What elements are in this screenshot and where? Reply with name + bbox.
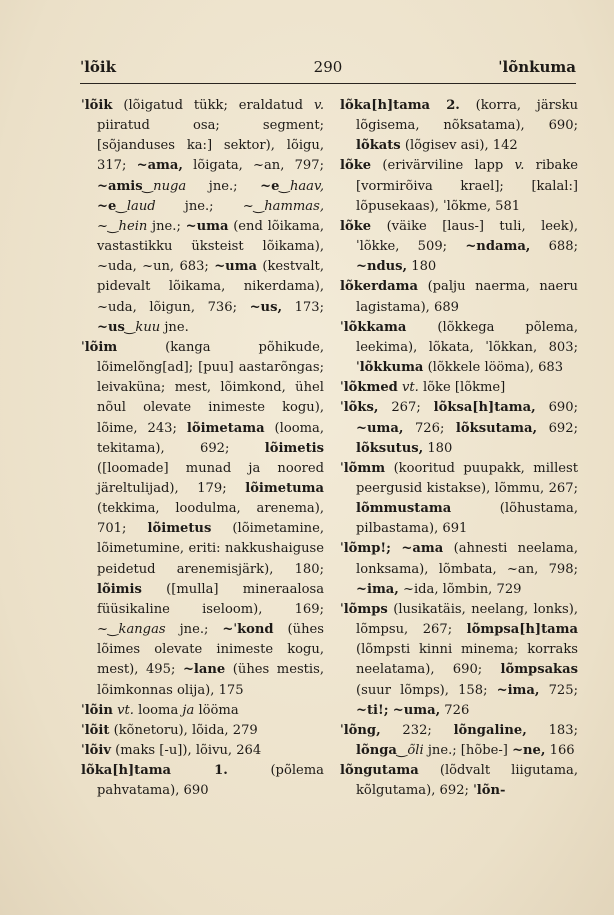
entry-text: (lõmpsti kinni minema; korraks neelatama), 690; (356, 642, 578, 678)
entry-text: 232; (380, 722, 454, 738)
entry-text: 725; (539, 682, 578, 698)
entry-text: lõksutus, (356, 440, 424, 456)
dictionary-entry (340, 277, 578, 317)
entry-text: jne.; ~ (155, 198, 254, 214)
entry-text: ~e (97, 198, 117, 214)
entry-headword: ˈlõmm (340, 460, 386, 476)
entry-text: ‿hammas, (253, 198, 324, 214)
entry-text: 690; (535, 400, 578, 416)
entry-text: (lõkkega põlema, leekima), lõkata, ˈlõkkan, 803; (356, 319, 578, 355)
entry-text: ([mulla] mineraalosa füüsikaline iseloom), 169; ~ (97, 581, 324, 638)
dictionary-entry (340, 378, 578, 398)
entry-text: ~ama (401, 541, 444, 557)
entry-text: (lõkkele lööma), 683 (423, 360, 564, 376)
entry-text: ‿nuga (142, 178, 187, 194)
entry-headword: lõke (340, 158, 372, 174)
entry-text: (väike [laus-] tuli, leek), ˈlõkke, 509; (356, 218, 578, 255)
left-guide-word: ˈlõik (80, 58, 117, 76)
entry-text: ~ndama, (465, 239, 531, 255)
entry-text: 688; (530, 239, 578, 255)
entry-headword: ˈlõik (81, 98, 113, 113)
entry-text: ja (182, 702, 195, 718)
entry-text: (suur lõmps), 158; (356, 682, 497, 698)
entry-text: (maks [-u]), lõivu, 264 (111, 743, 262, 758)
entry-text: lõimetuma (245, 480, 324, 496)
entry-headword: ˈlõmps (340, 601, 388, 617)
entry-text: ~uma, (356, 420, 404, 436)
entry-text: ‿laud (116, 198, 156, 214)
entry-headword: ˈlõmp!; (340, 541, 391, 557)
entry-text: (lusikatäis, neelang, lonks), lõmpsu, 267; (356, 601, 578, 638)
entry-text: (kooritud puupakk, millest peergusid kistakse), lõmmu, 267; (356, 460, 578, 496)
dictionary-entry (340, 721, 578, 761)
dictionary-entry (340, 156, 578, 216)
entry-text: (ühes mestis, lõimkonnas olija), 175 (97, 662, 324, 698)
dictionary-entry (340, 96, 578, 156)
entry-headword: lõke (340, 218, 372, 234)
entry-text: (looma, tekitama), 692; (97, 420, 324, 456)
entry-headword: ˈlõim (81, 339, 118, 355)
entry-text: ~amis (97, 178, 143, 194)
entry-text: ~ti!; (356, 702, 389, 718)
dictionary-entry (340, 539, 578, 599)
entry-headword: ˈlõiv (81, 743, 111, 758)
entry-text: (lõimetamine, lõimetumine, eriti: nakkushaiguse peidetud arenemisjärk), 180; (97, 521, 324, 577)
entry-headword: lõka[h]tama 2. (340, 98, 460, 113)
entry-text: looma (133, 702, 183, 718)
header-rule (80, 83, 576, 84)
entry-text: 180 (423, 440, 453, 456)
entry-text: ~e (260, 178, 280, 194)
entry-text: ~lane (182, 662, 226, 678)
dictionary-entry (340, 398, 578, 458)
dictionary-entry (81, 741, 324, 761)
entry-headword: ˈlõng, (340, 722, 381, 738)
entry-text: lõke [lõkme] (418, 380, 506, 396)
entry-text: ~ama, (136, 158, 183, 174)
entry-headword: ˈlõkkama (340, 319, 407, 335)
dictionary-entry (81, 96, 324, 338)
entry-text: lõnga (356, 743, 397, 758)
entry-text: lõksutama, (455, 420, 538, 436)
right-guide-word: ˈlõnkuma (498, 58, 576, 76)
entry-text: ~ˈkond (222, 622, 274, 638)
dictionary-entry (81, 701, 324, 721)
entry-text: vt. (117, 702, 134, 718)
entry-text: 183; (526, 722, 578, 738)
right-column (340, 96, 578, 801)
entry-text: (kõnetoru), lõida, 279 (109, 722, 258, 738)
entry-headword: lõka[h]tama 1. (81, 763, 228, 779)
running-header (80, 58, 576, 82)
entry-text: vt. (402, 380, 419, 396)
entry-text: lõimetus (147, 521, 212, 537)
entry-text: ([loomade] munad ja noored järeltulijad), 179; (97, 460, 324, 496)
entry-text: (ühes lõimes olevate inimeste kogu, mest), 495; (97, 622, 325, 678)
entry-text: lõmpsakas (500, 662, 578, 678)
entry-text: (lõhustama, pilbastama), 691 (356, 501, 578, 537)
dictionary-entry (81, 721, 324, 741)
entry-text: lõigata, ~an, 797; (182, 158, 324, 174)
dictionary-entry (340, 318, 578, 378)
entry-headword: ˈlõin (81, 702, 113, 718)
entry-text: 166 (545, 743, 575, 758)
entry-text: (palju naerma, naeru lagistama), 689 (356, 279, 578, 315)
entry-text: (lõdvalt liigutama, kõlgutama), 692; (356, 763, 578, 799)
entry-text: jne.; (165, 622, 223, 638)
entry-text: ~uma (214, 259, 258, 275)
page-number: 290 (313, 58, 343, 76)
entry-text: jne.; [hõbe-] (423, 743, 513, 758)
entry-text: lõimetis (264, 440, 324, 456)
entry-headword: ˈlõkmed (340, 380, 398, 396)
entry-text: ~ima, (356, 581, 399, 597)
entry-text: 726 (440, 702, 470, 718)
entry-text: 267; (378, 400, 434, 416)
entry-text: ~ida, lõmbin, 729 (398, 581, 522, 597)
entry-text: 726; (403, 420, 456, 436)
entry-text: 692; (537, 420, 578, 436)
dictionary-entry (340, 459, 578, 540)
entry-text (391, 541, 401, 556)
entry-text: ~us (97, 319, 125, 335)
entry-text: ˈlõn- (473, 783, 506, 799)
entry-text: ‿hein (107, 218, 148, 234)
entry-text: ˈlõkkuma (356, 360, 424, 376)
entry-text: lõimis (97, 581, 142, 597)
entry-text: jne. (160, 319, 189, 335)
entry-text: (korra, järsku lõgisema, nõksatama), 690; (356, 98, 579, 134)
entry-text: ~uma, (392, 702, 441, 718)
entry-text: ‿kangas (107, 622, 166, 638)
entry-text: (lõigatud tükk; eraldatud (112, 98, 314, 113)
dictionary-entry (340, 761, 578, 801)
entry-text: (lõgisev asi), 142 (400, 138, 518, 154)
entry-text: (kestvalt, pidevalt lõikama, nikerdama), ~uda, lõigun, 736; (97, 259, 324, 315)
entry-text: (ahnesti neelama, lonksama), lõmbata, ~an, 798; (356, 541, 578, 577)
entry-text: lööma (194, 702, 239, 718)
entry-text: v. (514, 158, 525, 174)
entry-text: jne.; (147, 218, 186, 234)
entry-text: piiratud osa; segment; [sõjanduses ka:] sektor), lõigu, 317; (97, 118, 324, 174)
entry-text: ~us, (249, 299, 282, 315)
dictionary-entry (81, 338, 324, 701)
entry-text: ‿õli (396, 743, 424, 758)
entry-headword: ˈlõks, (340, 400, 379, 416)
entry-text: (põlema pahvatama), 690 (97, 763, 324, 799)
entry-text: 180 (407, 259, 437, 275)
entry-text: ~ndus, (356, 259, 408, 275)
entry-headword: ˈlõit (81, 722, 110, 738)
entry-text: jne.; (186, 178, 261, 194)
entry-text: (end lõikama, vastastikku üksteist lõikama), ~uda, ~un, 683; (97, 218, 324, 275)
entry-headword: lõngutama (340, 763, 419, 779)
entry-text: (tekkima, loodulma, arenema), 701; (97, 501, 324, 537)
dictionary-entry (81, 761, 324, 801)
entry-text: lõmpsa[h]tama (466, 622, 578, 638)
entry-headword: lõkerdama (340, 279, 418, 295)
entry-text: ~ (97, 218, 108, 234)
entry-text: lõimetama (186, 420, 265, 436)
entry-text: 173; (282, 299, 324, 315)
entry-text: ~uma (185, 218, 229, 234)
entry-text: ‿haav, (279, 178, 324, 194)
entry-text: lõmmustama (356, 501, 452, 517)
dictionary-entry (340, 217, 578, 277)
entry-text: v. (313, 98, 324, 113)
entry-text: lõkats (356, 138, 401, 154)
entry-text: (erivärviline lapp (371, 158, 515, 174)
dictionary-entry (340, 600, 578, 721)
entry-text: (kanga põhikude, lõimelõng[ad]; [puu] aastarõngas; leivaküna; mest, lõimkond, ühel nõul olevate inimeste kogu), lõime, 243; (97, 339, 324, 436)
entry-text: ~ne, (512, 743, 546, 758)
entry-text: ribake [vormirõiva krael]; [kalal:] lõpusekaas), ˈlõkme, 581 (356, 158, 579, 214)
entry-text: lõngaline, (453, 722, 527, 738)
entry-text: ‿kuu (124, 319, 161, 335)
entry-text: lõksa[h]tama, (433, 400, 536, 416)
left-column (81, 96, 324, 801)
entry-text: ~ima, (496, 682, 540, 698)
